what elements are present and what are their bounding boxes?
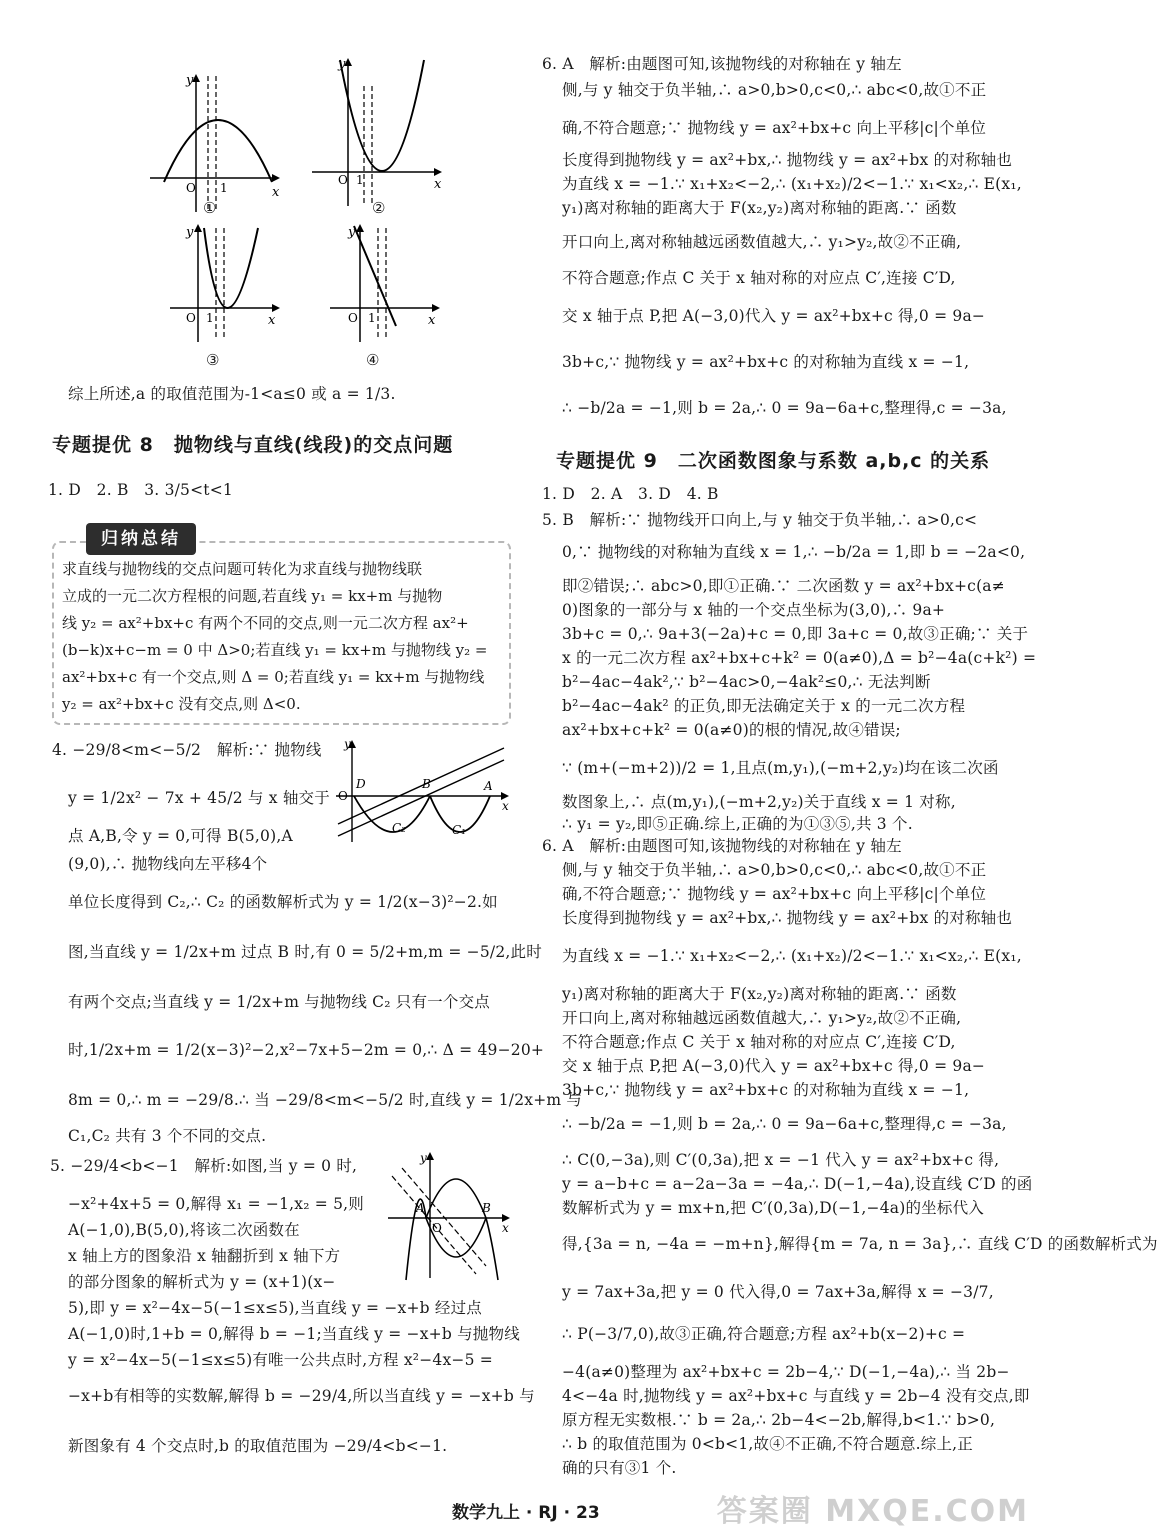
r-q6-line: 长度得到抛物线 y = ax²+bx,∴ 抛物线 y = ax²+bx 的对称轴也	[562, 151, 1013, 169]
x-label: x	[434, 177, 442, 192]
y-label: y	[420, 1151, 427, 1165]
r-q6b-line: ∴ C(0,−3a),则 C′(0,3a),把 x = −1 代入 y = ax²+bx+c 得,	[562, 1151, 1000, 1169]
y-label: y	[338, 57, 346, 72]
r-q5-line: ∴ y₁ = y₂,即⑤正确.综上,正确的为①③⑤,共 3 个.	[562, 815, 913, 833]
r-q6-line: 交 x 轴于点 P,把 A(−3,0)代入 y = ax²+bx+c 得,0 = 9a−	[562, 307, 986, 325]
r-q6-line: y₁)离对称轴的距离大于 F(x₂,y₂)离对称轴的距离.∵ 函数	[562, 199, 957, 217]
q5-line: A(−1,0),B(5,0),将该二次函数在	[68, 1221, 300, 1239]
box-line: 线 y₂ = ax²+bx+c 有两个不同的交点,则一元二次方程 ax²+	[62, 614, 469, 632]
r-q6b-line: 得,{3a = n, −4a = −m+n},解得{m = 7a, n = 3a},∴ 直线 C′D 的函数解析式为	[562, 1235, 1158, 1253]
q4-line: 点 A,B,令 y = 0,可得 B(5,0),A	[68, 827, 293, 845]
r-q5-line: b²−4ac−4ak²,∵ b²−4ac>0,−4ak²≤0,∴ 无法判断	[562, 673, 931, 691]
r-q6-line: 开口向上,离对称轴越远函数值越大,∴ y₁>y₂,故②不正确,	[562, 233, 962, 251]
q5-line: A(−1,0)时,1+b = 0,解得 b = −1;当直线 y = −x+b 与抛物线	[68, 1325, 520, 1343]
q5-line: −x²+4x+5 = 0,解得 x₁ = −1,x₂ = 5,则	[68, 1195, 364, 1213]
x-label: x	[502, 1221, 509, 1235]
y-label: y	[186, 225, 194, 240]
origin-label: O	[432, 1221, 442, 1235]
q5-line: 新图象有 4 个交点时,b 的取值范围为 −29/4<b<−1.	[68, 1437, 448, 1455]
r-q6-line: 确,不符合题意;∵ 抛物线 y = ax²+bx+c 向上平移|c|个单位	[562, 119, 987, 137]
q4-line: 单位长度得到 C₂,∴ C₂ 的函数解析式为 y = 1/2(x−3)²−2.如	[68, 893, 498, 911]
box-line: ax²+bx+c 有一个交点,则 Δ = 0;若直线 y₁ = kx+m 与抛物线	[62, 668, 485, 686]
x-label: x	[272, 185, 280, 200]
r-q5-line: 0)图象的一部分与 x 轴的一个交点坐标为(3,0),∴ 9a+	[562, 601, 946, 619]
r-q6b-line: y₁)离对称轴的距离大于 F(x₂,y₂)离对称轴的距离.∵ 函数	[562, 985, 957, 1003]
r-q5-line: b²−4ac−4ak² 的正负,即无法确定关于 x 的一元二次方程	[562, 697, 966, 715]
r-q6b-line: 6. A 解析:由题图可知,该抛物线的对称轴在 y 轴左	[542, 837, 902, 855]
q5-line: x 轴上方的图象沿 x 轴翻折到 x 轴下方	[68, 1247, 341, 1265]
x-label: x	[268, 313, 276, 328]
r-q6b-line: 开口向上,离对称轴越远函数值越大,∴ y₁>y₂,故②不正确,	[562, 1009, 962, 1027]
r-q6-line: 6. A 解析:由题图可知,该抛物线的对称轴在 y 轴左	[542, 55, 902, 73]
origin-label: O	[186, 181, 196, 195]
q4-line: (9,0),∴ 抛物线向左平移4个	[68, 855, 268, 873]
q5-line: y = x²−4x−5(−1≤x≤5)有唯一公共点时,方程 x²−4x−5 =	[68, 1351, 493, 1369]
one-label: 1	[356, 173, 364, 187]
r-q6-line: 侧,与 y 轴交于负半轴,∴ a>0,b>0,c<0,∴ abc<0,故①不正	[562, 81, 987, 99]
graph-1-caption: ①	[203, 199, 217, 217]
r-q6b-line: 数解析式为 y = mx+n,把 C′(0,3a),D(−1,−4a)的坐标代入	[562, 1199, 984, 1217]
one-label: 1	[206, 311, 214, 325]
r-q6b-line: ∴ −b/2a = −1,则 b = 2a,∴ 0 = 9a−6a+c,整理得,c = −3a,	[562, 1115, 1007, 1133]
graph-3	[170, 222, 290, 352]
box-line: 求直线与抛物线的交点问题可转化为求直线与抛物线联	[62, 560, 423, 578]
graph-4	[330, 222, 450, 352]
r-q6b-line: −4(a≠0)整理为 ax²+bx+c = 2b−4,∵ D(−1,−4a),∴ 当 2b−	[562, 1363, 1010, 1381]
r-q6-line: ∴ −b/2a = −1,则 b = 2a,∴ 0 = 9a−6a+c,整理得,c = −3a,	[562, 399, 1007, 417]
y-label: y	[348, 225, 356, 240]
curve-c2-label: C₂	[392, 821, 406, 835]
x-label: x	[428, 313, 436, 328]
point-a-label: A	[484, 779, 493, 793]
r-q6b-line: 原方程无实数根.∵ b = 2a,∴ 2b−4<−2b,解得,b<1.∵ b>0,	[562, 1411, 996, 1429]
y-label: y	[344, 737, 351, 751]
figure-q4	[334, 738, 512, 844]
graph-2-caption: ②	[372, 199, 386, 217]
q4-line: C₁,C₂ 共有 3 个不同的交点.	[68, 1127, 267, 1145]
q5-line: 5),即 y = x²−4x−5(−1≤x≤5),当直线 y = −x+b 经过点	[68, 1299, 482, 1317]
origin-label: O	[186, 311, 196, 325]
q5-line: 5. −29/4<b<−1 解析:如图,当 y = 0 时,	[50, 1157, 358, 1175]
r-q5-line: 数图象上,∴ 点(m,y₁),(−m+2,y₂)关于直线 x = 1 对称,	[562, 793, 956, 811]
q4-line: 时,1/2x+m = 1/2(x−3)²−2,x²−7x+5−2m = 0,∴ Δ = 49−20+	[68, 1041, 545, 1059]
graph-4-caption: ④	[366, 351, 380, 369]
r-q5-line: x 的一元二次方程 ax²+bx+c+k² = 0(a≠0),Δ = b²−4a(c+k²) =	[562, 649, 1037, 667]
r-q6b-line: 为直线 x = −1.∵ x₁+x₂<−2,∴ (x₁+x₂)/2<−1.∵ x₁<x₂,∴ E(x₁,	[562, 947, 1022, 965]
q5-line: 的部分图象的解析式为 y = (x+1)(x−	[68, 1273, 336, 1291]
figure-q5	[386, 1150, 514, 1282]
x-label: x	[502, 799, 509, 813]
r-q6b-line: 4<−4a 时,抛物线 y = ax²+bx+c 与直线 y = 2b−4 没有交点,即	[562, 1387, 1030, 1405]
r-q6b-line: 交 x 轴于点 P,把 A(−3,0)代入 y = ax²+bx+c 得,0 = 9a−	[562, 1057, 986, 1075]
point-d-label: D	[356, 777, 366, 791]
q4-line: 有两个交点;当直线 y = 1/2x+m 与抛物线 C₂ 只有一个交点	[68, 993, 490, 1011]
r-q6b-line: y = 7ax+3a,把 y = 0 代入得,0 = 7ax+3a,解得 x = −3/7,	[562, 1283, 994, 1301]
r-q5-line: ax²+bx+c+k² = 0(a≠0)的根的情况,故④错误;	[562, 721, 901, 739]
r-q6b-line: 确的只有③1 个.	[562, 1459, 677, 1477]
r-q6b-line: ∴ b 的取值范围为 0<b<1,故④不正确,不符合题意.综上,正	[562, 1435, 973, 1453]
box-line: (b−k)x+c−m = 0 中 Δ>0;若直线 y₁ = kx+m 与抛物线 y₂ =	[62, 641, 488, 659]
curve-c1-label: C₁	[452, 823, 466, 837]
q4-line: 图,当直线 y = 1/2x+m 过点 B 时,有 0 = 5/2+m,m = −5/2,此时	[68, 943, 542, 961]
origin-label: O	[338, 173, 348, 187]
r-q5-line: ∵ (m+(−m+2))/2 = 1,且点(m,y₁),(−m+2,y₂)均在该二次函	[562, 759, 999, 777]
r-q6-line: 为直线 x = −1.∵ x₁+x₂<−2,∴ (x₁+x₂)/2<−1.∵ x₁<x₂,∴ E(x₁,	[562, 175, 1022, 193]
point-b-label: B	[422, 777, 431, 791]
r-q6b-line: 长度得到抛物线 y = ax²+bx,∴ 抛物线 y = ax²+bx 的对称轴也	[562, 909, 1013, 927]
r-q5-line: 即②错误;∴ abc>0,即①正确.∵ 二次函数 y = ax²+bx+c(a≠	[562, 577, 1005, 595]
section-9-title: 专题提优 9 二次函数图象与系数 a,b,c 的关系	[556, 450, 991, 472]
point-a-label: A	[416, 1201, 425, 1215]
answers-9: 1. D 2. A 3. D 4. B	[542, 485, 719, 503]
r-q6b-line: 3b+c,∵ 抛物线 y = ax²+bx+c 的对称轴为直线 x = −1,	[562, 1081, 970, 1099]
graph-2	[312, 56, 452, 216]
point-b-label: B	[482, 1201, 491, 1215]
graph-3-caption: ③	[206, 351, 220, 369]
answers-8: 1. D 2. B 3. 3/5<t<1	[48, 481, 233, 499]
r-q6b-line: 不符合题意;作点 C 关于 x 轴对称的对应点 C′,连接 C′D,	[562, 1033, 956, 1051]
watermark: 答案圈 MXQE.COM	[716, 1494, 1029, 1529]
box-line: 立成的一元二次方程根的问题,若直线 y₁ = kx+m 与抛物	[62, 587, 443, 605]
y-label: y	[186, 73, 194, 88]
r-q5-line: 3b+c = 0,∴ 9a+3(−2a)+c = 0,即 3a+c = 0,故③正确;∵ 关于	[562, 625, 1029, 643]
section-8-title: 专题提优 8 抛物线与直线(线段)的交点问题	[52, 434, 454, 456]
r-q6b-line: 侧,与 y 轴交于负半轴,∴ a>0,b>0,c<0,∴ abc<0,故①不正	[562, 861, 987, 879]
box-line: y₂ = ax²+bx+c 没有交点,则 Δ<0.	[62, 695, 301, 713]
r-q6b-line: 确,不符合题意;∵ 抛物线 y = ax²+bx+c 向上平移|c|个单位	[562, 885, 987, 903]
r-q6b-line: y = a−b+c = a−2a−3a = −4a,∴ D(−1,−4a),设直线 C′D 的函	[562, 1175, 1033, 1193]
origin-label: O	[348, 311, 358, 325]
r-q6b-line: ∴ P(−3/7,0),故③正确,符合题意;方程 ax²+b(x−2)+c =	[562, 1325, 966, 1343]
origin-label: O	[338, 789, 348, 803]
one-label: 1	[368, 311, 376, 325]
r-q6-line: 3b+c,∵ 抛物线 y = ax²+bx+c 的对称轴为直线 x = −1,	[562, 353, 970, 371]
summary-line: 综上所述,a 的取值范围为-1<a≤0 或 a = 1/3.	[68, 385, 396, 403]
page-footer: 数学九上 · RJ · 23	[452, 1503, 600, 1523]
q4-line: 8m = 0,∴ m = −29/8.∴ 当 −29/8<m<−5/2 时,直线 y = 1/2x+m 与	[68, 1091, 583, 1109]
q4-line: 4. −29/8<m<−5/2 解析:∵ 抛物线	[52, 741, 322, 759]
graph-1	[150, 72, 290, 222]
q5-line: −x+b有相等的实数解,解得 b = −29/4,所以当直线 y = −x+b 与	[68, 1387, 535, 1405]
r-q5-line: 5. B 解析:∵ 抛物线开口向上,与 y 轴交于负半轴,∴ a>0,c<	[542, 511, 978, 529]
q4-line: y = 1/2x² − 7x + 45/2 与 x 轴交于	[68, 789, 330, 807]
one-label: 1	[220, 181, 228, 195]
r-q5-line: 0,∵ 抛物线的对称轴为直线 x = 1,∴ −b/2a = 1,即 b = −2a<0,	[562, 543, 1026, 561]
summary-box-title: 归纳总结	[86, 523, 196, 555]
r-q6-line: 不符合题意;作点 C 关于 x 轴对称的对应点 C′,连接 C′D,	[562, 269, 956, 287]
